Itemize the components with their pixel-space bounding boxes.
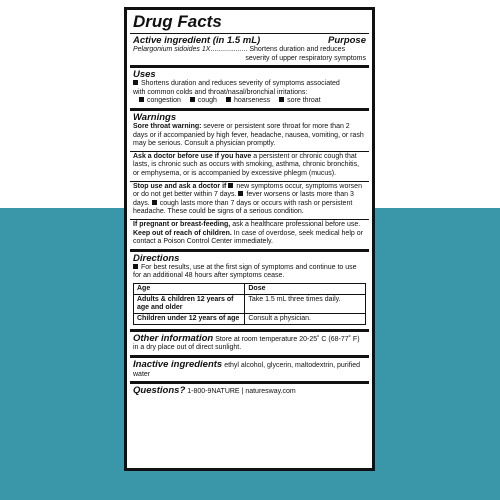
directions-text: For best results, use at the first sign of symptoms and continue to use for an additional 48 hours after symptoms cease.	[133, 263, 357, 280]
uses-line-2: with common colds and throat/nasal/bronchial irritations:	[133, 88, 308, 96]
bullet-icon	[238, 191, 243, 196]
bullet-icon	[152, 200, 157, 205]
uses-line-1: Shortens duration and reduces severity of symptoms associated	[141, 80, 340, 88]
purpose-heading: Purpose	[327, 35, 366, 46]
ingredient-name: Pelargonium sidoides 1X	[133, 46, 211, 53]
dose-column-header: Dose	[245, 283, 366, 294]
bullet-icon	[279, 97, 284, 102]
directions-heading: Directions	[133, 252, 180, 264]
pregnancy-block: If pregnant or breast-feeding, ask a healthcare professional before use. Keep out of reach of children. In case of overdose, seek medical help or contact a Poison Control Center immediately.	[133, 220, 363, 246]
ingredient-dots: ...................	[210, 46, 248, 53]
inactive-ingredients-heading: Inactive ingredients	[133, 359, 223, 371]
panel-title: Drug Facts	[133, 12, 222, 31]
symptom-item: sore throat	[279, 97, 320, 106]
warnings-section	[133, 111, 366, 151]
dose-cell: Take 1.5 mL three times daily.	[245, 294, 366, 313]
bullet-icon	[228, 183, 233, 188]
questions-text: 1-800-9NATURE | naturesway.com	[187, 388, 296, 396]
bullet-icon	[133, 264, 138, 269]
age-column-header: Age	[134, 283, 245, 294]
age-cell: Adults & children 12 years of age and older	[134, 294, 245, 313]
table-row	[134, 313, 366, 324]
table-row	[134, 294, 366, 313]
bullet-icon	[190, 97, 195, 102]
symptom-item: hoarseness	[226, 97, 270, 106]
other-information-text: Store at room temperature 20-25˚ C (68-77˚ F) in a dry place out of direct sunlight.	[133, 335, 360, 352]
age-cell: Children under 12 years of age	[134, 313, 245, 324]
dosage-table	[133, 283, 366, 325]
symptom-list	[133, 97, 366, 106]
directions-section	[133, 252, 366, 329]
bullet-icon	[139, 97, 144, 102]
active-ingredient-section	[133, 34, 366, 65]
drug-facts-panel	[124, 7, 375, 471]
bullet-icon	[133, 80, 138, 85]
table-header-row	[134, 283, 366, 294]
other-information-section	[133, 332, 366, 355]
dose-cell: Consult a physician.	[245, 313, 366, 324]
uses-heading: Uses	[133, 69, 156, 81]
sore-throat-warning: Sore throat warning: severe or persistent sore throat for more than 2 days or if accompanied by high fever, headache, nausea, vomiting, or rash may be serious. Consult a physician promptly.	[133, 122, 364, 148]
inactive-ingredients-section	[133, 358, 366, 381]
symptom-item: cough	[190, 97, 217, 106]
warnings-heading: Warnings	[133, 111, 177, 123]
uses-section	[133, 68, 366, 108]
symptom-item: congestion	[139, 97, 181, 106]
purpose-line-2: severity of upper respiratory symptoms	[245, 54, 366, 62]
questions-section	[133, 384, 366, 399]
purpose-line-1: Shortens duration and reduces	[249, 46, 346, 53]
bullet-icon	[226, 97, 231, 102]
inactive-ingredients-text: ethyl alcohol, glycerin, maltodextrin, purified water	[133, 362, 360, 378]
stop-use-block: Stop use and ask a doctor if new symptoms occur, symptoms worsen or do not get better within 7 days. fever worsens or lasts more than 3 days. cough lasts more than 7 days or occurs with rash or persistent headache. These could be signs of a serious condition.	[133, 182, 362, 216]
active-ingredient-heading: Active ingredient (in 1.5 mL)	[133, 35, 261, 46]
questions-heading: Questions?	[133, 385, 186, 397]
other-information-heading: Other information	[133, 332, 214, 344]
ask-doctor-block: Ask a doctor before use if you have a persistent or chronic cough that lasts, is chronic such as occurs with smoking, asthma, chronic bronchitis, or emphysema, or is accompanied by excessive phlegm (mucus).	[133, 152, 360, 177]
